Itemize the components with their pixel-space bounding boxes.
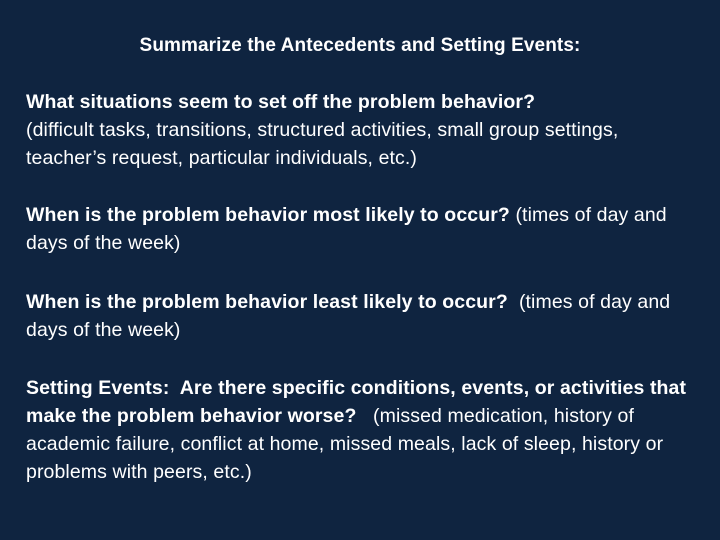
item-detail: (missed medication, history of academic failure, conflict at home, missed meals, lack of sleep, history or problems with peers, etc.) [26, 405, 664, 483]
item-detail: (times of day and days of the week) [26, 204, 667, 254]
item-detail: (times of day and days of the week) [26, 291, 671, 341]
antecedent-situations-item [26, 88, 702, 172]
item-question: When is the problem behavior least likely to occur? [26, 291, 508, 313]
item-question: Setting Events: Are there specific conditions, events, or activities that make the problem behavior worse? [26, 377, 692, 427]
slide-title: Summarize the Antecedents and Setting Events: [139, 35, 581, 56]
setting-events-item [26, 374, 702, 486]
most-likely-item [26, 201, 702, 257]
item-detail: (difficult tasks, transitions, structured activities, small group settings, teacher’s request, particular individuals, etc.) [26, 119, 619, 169]
least-likely-item [26, 288, 702, 344]
item-question: What situations seem to set off the problem behavior? [26, 91, 536, 113]
item-question: When is the problem behavior most likely to occur? [26, 204, 510, 226]
